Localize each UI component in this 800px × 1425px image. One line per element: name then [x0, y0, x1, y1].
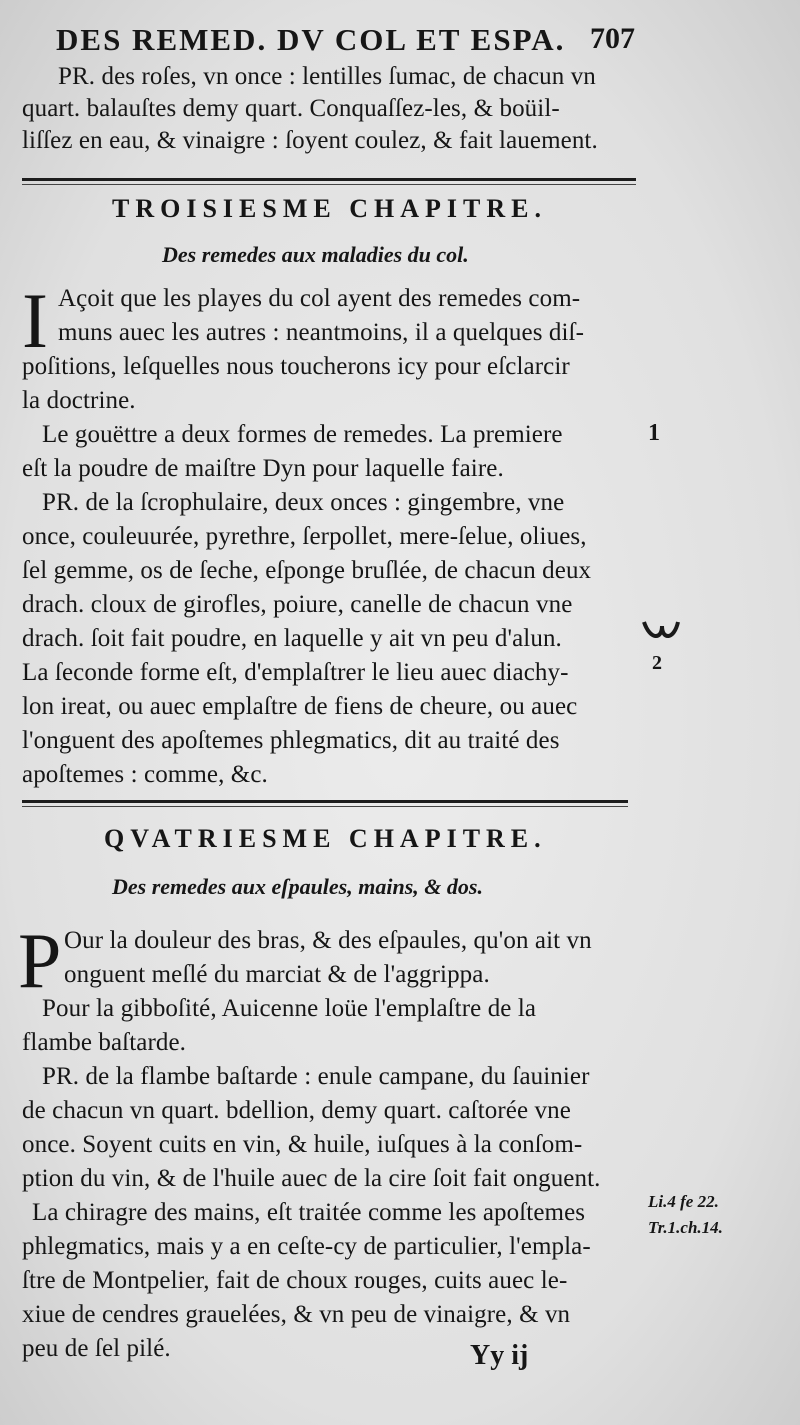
running-title: DES REMED. DV COL ET ESPA.: [56, 22, 566, 57]
page-number: 707: [590, 22, 635, 55]
text-line: La chiragre des mains, eſt traitée comme les apoſtemes: [32, 1199, 586, 1226]
drop-cap: I: [22, 277, 48, 364]
chapter-rule: [22, 178, 636, 181]
chapter-rule: [22, 800, 628, 803]
text-line: muns auec les autres : neantmoins, il a quelques diſ-: [58, 319, 585, 346]
text-line: peu de ſel pilé.: [22, 1335, 171, 1362]
text-line: drach. ſoit fait poudre, en laquelle y ait vn peu d'alun.: [22, 625, 562, 652]
text-line: Le gouëttre a deux formes de remedes. La premiere: [42, 421, 563, 448]
text-line: Our la douleur des bras, & des eſpaules, qu'on ait vn: [64, 927, 592, 954]
signature-mark: Yy ij: [470, 1340, 529, 1371]
ornament-icon: [640, 614, 682, 642]
text-line: eſt la poudre de maiſtre Dyn pour laquelle faire.: [22, 455, 504, 482]
text-line: xiue de cendres grauelées, & vn peu de vinaigre, & vn: [22, 1301, 571, 1328]
text-line: ption du vin, & de l'huile auec de la cire ſoit fait onguent.: [22, 1165, 601, 1192]
text-line: la doctrine.: [22, 387, 136, 414]
text-line: drach. cloux de girofles, poiure, canelle de chacun vne: [22, 591, 573, 618]
text-line: PR. des roſes, vn once : lentilles ſumac, de chacun vn: [58, 63, 596, 90]
chapter-heading: QVATRIESME CHAPITRE.: [104, 824, 547, 853]
margin-note: Tr.1.ch.14.: [648, 1218, 723, 1237]
text-line: once, couleuurée, pyrethre, ſerpollet, mere-ſelue, oliues,: [22, 523, 587, 550]
text-line: quart. balauſtes demy quart. Conquaſſez-les, & boüil-: [22, 95, 560, 122]
text-line: PR. de la ſcrophulaire, deux onces : gingembre, vne: [42, 489, 565, 516]
text-line: La ſeconde forme eſt, d'emplaſtrer le lieu auec diachy-: [22, 659, 569, 686]
text-line: Açoit que les playes du col ayent des remedes com-: [58, 285, 581, 312]
text-line: ſtre de Montpelier, fait de choux rouges, cuits auec le-: [22, 1267, 568, 1294]
drop-cap: P: [18, 917, 62, 1004]
chapter-subtitle: Des remedes aux maladies du col.: [162, 242, 469, 267]
chapter-rule-thin: [22, 806, 628, 807]
text-line: ſel gemme, os de ſeche, eſponge bruſlée, de chacun deux: [22, 557, 592, 584]
text-line: l'onguent des apoſtemes phlegmatics, dit au traité des: [22, 727, 560, 754]
chapter-subtitle: Des remedes aux eſpaules, mains, & dos.: [112, 874, 483, 899]
chapter-rule-thin: [22, 184, 636, 185]
chapter-heading: TROISIESME CHAPITRE.: [112, 194, 547, 223]
text-line: flambe baſtarde.: [22, 1029, 187, 1056]
text-line: PR. de la flambe baſtarde : enule campane, du ſauinier: [42, 1063, 590, 1090]
text-line: apoſtemes : comme, &c.: [22, 761, 268, 788]
text-line: onguent meſlé du marciat & de l'aggrippa.: [64, 961, 490, 988]
text-line: phlegmatics, mais y a en ceſte-cy de particulier, l'empla-: [22, 1233, 591, 1260]
text-line: once. Soyent cuits en vin, & huile, iuſques à la conſom-: [22, 1131, 583, 1158]
text-line: Pour la gibboſité, Auicenne loüe l'emplaſtre de la: [42, 995, 537, 1022]
text-line: lon ireat, ou auec emplaſtre de fiens de cheure, ou auec: [22, 693, 578, 720]
text-line: poſitions, leſquelles nous toucherons icy pour eſclarcir: [22, 353, 570, 380]
margin-mark: 1: [648, 420, 660, 446]
text-line: de chacun vn quart. bdellion, demy quart. caſtorée vne: [22, 1097, 571, 1124]
text-line: liſſez en eau, & vinaigre : ſoyent coulez, & fait lauement.: [22, 127, 598, 154]
margin-mark: 2: [652, 652, 662, 674]
margin-note: Li.4 fe 22.: [648, 1192, 719, 1211]
